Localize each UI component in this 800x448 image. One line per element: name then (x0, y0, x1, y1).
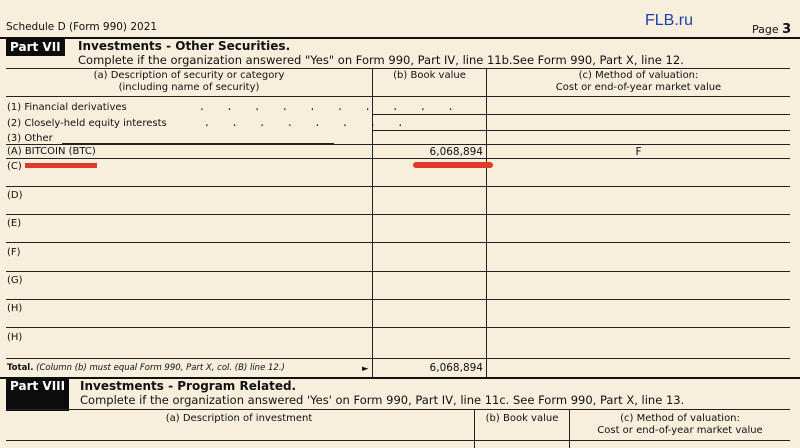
row2-rule (373, 130, 790, 131)
row-other: (3) Other (7, 133, 53, 144)
part7-subtitle: Complete if the organization answered "Yes" on Form 990, Part IV, line 11b.See Form 990, Part X, line 12. (78, 53, 684, 67)
row-c-rule (6, 186, 790, 187)
redaction-mark-left (25, 163, 97, 168)
total-note: (Column (b) must equal Form 990, Part X, col. (B) line 12.) (36, 363, 285, 373)
page-number-value: 3 (782, 22, 792, 37)
row-e-rule (6, 242, 790, 243)
part7-col-b-header: (b) Book value (393, 70, 466, 81)
row2-dots: . . . . . . . . (205, 115, 413, 129)
part8-header-bottom-rule (6, 440, 790, 441)
p8-col-c-line2: Cost or end-of-year market value (597, 425, 763, 436)
page-label: Page (752, 23, 779, 36)
row-d-label: (D) (7, 190, 23, 201)
row-a-book-value: 6,068,894 (429, 146, 483, 158)
form-title: Schedule D (Form 990) 2021 (6, 21, 158, 33)
part8-col-a-header: (a) Description of investment (165, 413, 313, 424)
part7-title: Investments - Other Securities. (78, 39, 291, 53)
p8-col-c-line1: (c) Method of valuation: (620, 413, 740, 424)
part8-col-b-header: (b) Book value (485, 413, 559, 424)
redaction-mark-right (413, 162, 493, 168)
part7-col-c-header (487, 70, 790, 94)
row-financial-derivatives: (1) Financial derivatives (7, 102, 127, 113)
col-a-line1: (a) Description of security or category (93, 70, 285, 81)
row-g-label: (G) (7, 275, 23, 286)
row-a-rule (6, 158, 790, 159)
row3-rule (6, 144, 790, 145)
part8-title: Investments - Program Related. (80, 379, 297, 393)
row-h-label: (H) (7, 303, 23, 314)
row-h2-rule (6, 358, 790, 359)
row-c-label: (C) (7, 161, 22, 172)
part8-rule (6, 409, 790, 410)
row-e-label: (E) (7, 218, 22, 229)
row-d-rule (6, 214, 790, 215)
part7-badge: Part VII (6, 38, 65, 56)
part7-col-a-header (6, 70, 372, 94)
part8-col-divider-ab (474, 409, 475, 448)
total-row (7, 363, 285, 373)
part8-subtitle: Complete if the organization answered 'Yes' on Form 990, Part IV, line 11c. See Form 990, Part X, line 13. (80, 393, 685, 407)
col-c-line2: Cost or end-of-year market value (555, 82, 722, 93)
brand-watermark: FLB.ru (645, 12, 694, 29)
row1-dots: . . . . . . . . . . (200, 99, 463, 113)
total-label: Total. (7, 363, 34, 373)
header-bottom-rule (6, 96, 790, 97)
page-number (752, 22, 791, 37)
total-value: 6,068,894 (429, 362, 483, 374)
total-arrow: ► (362, 364, 369, 374)
part8-badge: Part VIII (6, 378, 69, 411)
part8-col-c-header (570, 413, 790, 437)
row-a-method: F (635, 146, 642, 158)
row-a-label: (A) BITCOIN (BTC) (7, 146, 96, 157)
row-g-rule (6, 299, 790, 300)
col-c-line1: (c) Method of valuation: (578, 70, 699, 81)
row-closely-held: (2) Closely-held equity interests (7, 118, 167, 129)
row-f-rule (6, 271, 790, 272)
row-h2-label: (H) (7, 332, 23, 343)
row-f-label: (F) (7, 247, 21, 258)
col-a-line2: (including name of security) (118, 82, 260, 93)
part8-col-divider-bc (569, 409, 570, 448)
row1-rule (373, 114, 790, 115)
part7-rule (6, 68, 790, 69)
row-h-rule (6, 327, 790, 328)
